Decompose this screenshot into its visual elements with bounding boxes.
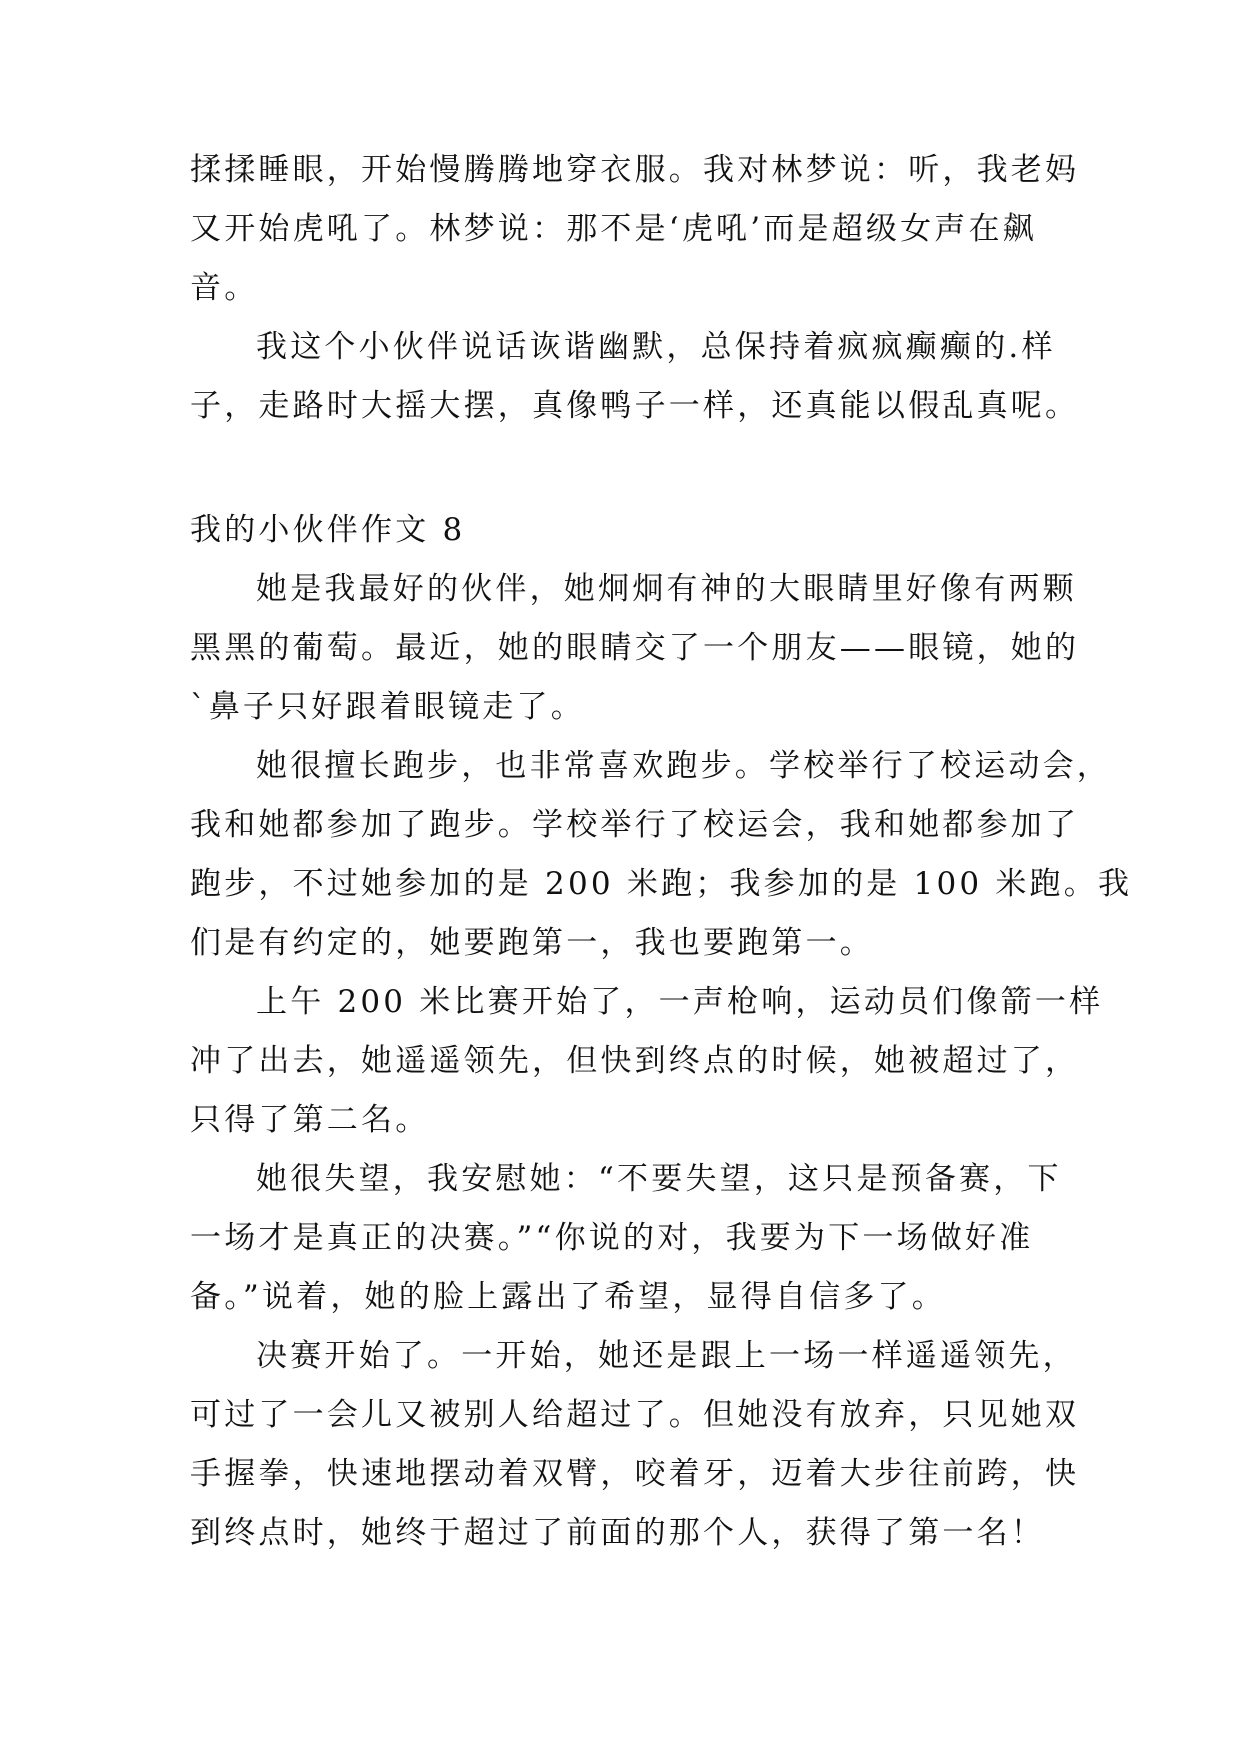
paragraph-line: 手握拳，快速地摆动着双臂，咬着牙，迈着大步往前跨，快: [190, 1456, 1080, 1492]
paragraph-line: 她很失望，我安慰她：“不要失望，这只是预备赛，下: [256, 1161, 1062, 1197]
paragraph-line: 她是我最好的伙伴，她炯炯有神的大眼睛里好像有两颗: [256, 571, 1077, 607]
section-heading: 我的小伙伴作文 8: [190, 512, 466, 548]
paragraph-line: `鼻子只好跟着眼镜走了。: [190, 689, 585, 725]
paragraph-line: 揉揉睡眼，开始慢腾腾地穿衣服。我对林梦说：听，我老妈: [190, 152, 1080, 188]
paragraph-line: 子，走路时大摇大摆，真像鸭子一样，还真能以假乱真呢。: [190, 388, 1080, 424]
paragraph-line: 黑黑的葡萄。最近，她的眼睛交了一个朋友——眼镜，她的: [190, 630, 1080, 666]
paragraph-line: 我和她都参加了跑步。学校举行了校运会，我和她都参加了: [190, 807, 1080, 843]
paragraph-line: 可过了一会儿又被别人给超过了。但她没有放弃，只见她双: [190, 1397, 1080, 1433]
paragraph-line: 备。”说着，她的脸上露出了希望，显得自信多了。: [190, 1279, 946, 1315]
paragraph-line: 我这个小伙伴说话诙谐幽默，总保持着疯疯癫癫的.样: [256, 329, 1056, 365]
paragraph-line: 跑步，不过她参加的是 200 米跑；我参加的是 100 米跑。我: [190, 866, 1133, 902]
paragraph-line: 又开始虎吼了。林梦说：那不是‘虎吼’而是超级女声在飙: [190, 211, 1037, 247]
paragraph-line: 一场才是真正的决赛。”“你说的对，我要为下一场做好准: [190, 1220, 1034, 1256]
paragraph-line: 冲了出去，她遥遥领先，但快到终点的时候，她被超过了，: [190, 1043, 1080, 1079]
paragraph-line: 音。: [190, 270, 259, 306]
paragraph-line: 上午 200 米比赛开始了，一声枪响，运动员们像箭一样: [256, 984, 1104, 1020]
paragraph-line: 到终点时，她终于超过了前面的那个人，获得了第一名！: [190, 1515, 1045, 1551]
paragraph-line: 只得了第二名。: [190, 1102, 430, 1138]
paragraph-line: 她很擅长跑步，也非常喜欢跑步。学校举行了校运动会，: [256, 748, 1111, 784]
paragraph-line: 们是有约定的，她要跑第一，我也要跑第一。: [190, 925, 874, 961]
paragraph-line: 决赛开始了。一开始，她还是跟上一场一样遥遥领先，: [256, 1338, 1077, 1374]
